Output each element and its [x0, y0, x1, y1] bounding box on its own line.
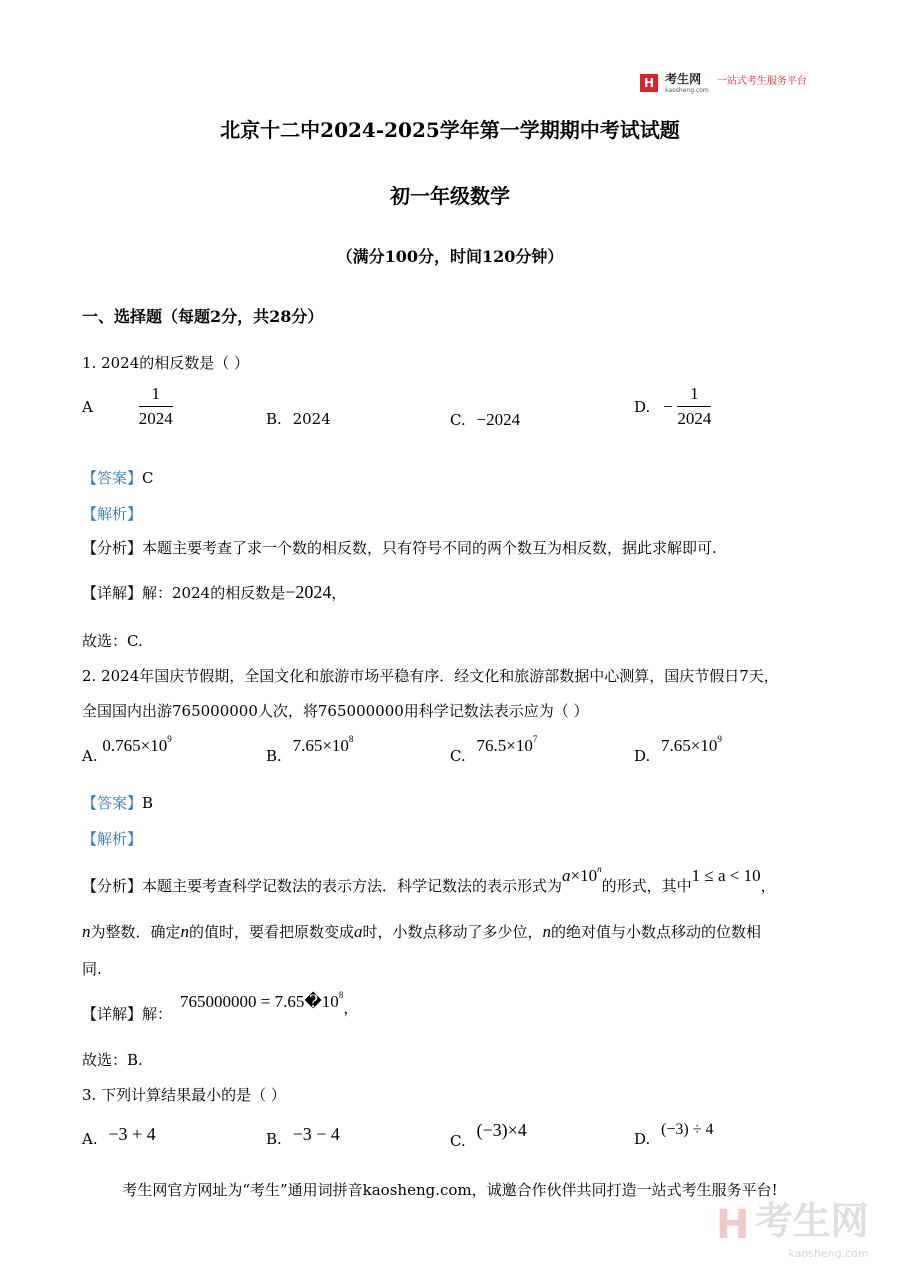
q1-option-d-label: D. [634, 397, 651, 416]
q2-fenxi-line3: 同. [82, 960, 102, 978]
q1-option-c-value: −2024 [476, 410, 521, 429]
site-logo [640, 72, 807, 96]
q1-answer-tag: 【答案】 [82, 469, 143, 487]
q2-fenxi-line2 [82, 921, 761, 942]
watermark [716, 1199, 869, 1260]
q3-option-c-label: C. [450, 1132, 466, 1150]
q2-fenxi-form-a: a [562, 866, 571, 885]
q3-option-b-value: −3 − 4 [292, 1124, 340, 1144]
q2-detail-tag: 【详解】 [82, 1005, 143, 1023]
q1-detail [82, 582, 346, 603]
watermark-domain: kaosheng.com [788, 1247, 869, 1260]
q1-option-c [450, 410, 520, 430]
section-heading: 一、选择题（每题2分，共28分） [82, 307, 324, 326]
q2-option-a-label: A. [82, 747, 98, 765]
q1-stem: 1. 2024的相反数是（ ） [82, 354, 250, 372]
q2-answer-tag: 【答案】 [82, 794, 143, 812]
q2-line2-text-d: 的绝对值与小数点移动的位数相 [551, 923, 762, 941]
q2-option-d [634, 734, 722, 765]
q1-option-a-label: A [82, 397, 93, 416]
q3-option-a [82, 1124, 156, 1148]
q2-option-d-base: 7.65×10 [661, 736, 718, 755]
watermark-text: 考生网 [754, 1199, 869, 1243]
q1-fenxi-text: 本题主要考查了求一个数的相反数，只有符号不同的两个数互为相反数，据此求解即可. [142, 539, 717, 557]
q2-option-c-value [477, 736, 538, 755]
q2-option-b-value [293, 736, 354, 755]
q1-option-a [82, 384, 173, 429]
q1-option-d-sign: − [663, 396, 673, 416]
q2-option-c-base: 76.5×10 [476, 736, 533, 755]
q1-option-b-value: 2024 [292, 410, 331, 428]
q2-detail-expr [180, 992, 343, 1011]
q2-option-b [266, 734, 353, 765]
q1-fenxi-tag: 【分析】 [82, 539, 143, 557]
q2-detail-text: 解： [142, 1005, 173, 1023]
q1-option-d [634, 384, 711, 429]
q3-option-b [266, 1124, 340, 1148]
q1-option-d-denominator: 2024 [677, 409, 712, 428]
page-title: 北京十二中2024-2025学年第一学期期中考试试题 [220, 118, 680, 142]
q2-stem-line2: 全国国内出游765000000人次，将765000000用科学记数法表示应为（ ） [82, 702, 589, 720]
q1-detail-text: 解：2024的相反数是 [142, 584, 286, 602]
q2-answer [82, 792, 153, 813]
q2-line2-n2: n [180, 922, 190, 941]
q2-fenxi-tag: 【分析】 [82, 877, 143, 895]
q2-option-b-label: B. [266, 747, 282, 765]
q1-option-b [266, 410, 331, 428]
q2-option-a-base: 0.765×10 [102, 736, 168, 755]
q2-option-a [82, 734, 172, 765]
q2-detail-end: ， [343, 999, 359, 1017]
q2-fenxi-form-times: ×10 [570, 866, 598, 885]
q2-option-c [450, 734, 537, 765]
page-subtitle: 初一年级数学 [390, 184, 510, 208]
q2-line2-var-a: a [354, 922, 363, 941]
q2-detail-expr-exponent: 8 [338, 990, 344, 1000]
q2-line2-n1: n [82, 922, 91, 941]
q2-fenxi-text-b: 的形式，其中 [601, 877, 692, 895]
q2-fenxi-text-a: 本题主要考查科学记数法的表示方法．科学记数法的表示形式为 [142, 877, 563, 895]
logo-domain: kaosheng.com [665, 87, 709, 94]
watermark-mark-icon: H [716, 1202, 750, 1248]
q2-line2-text-b: 的值时，要看把原数变成 [189, 923, 355, 941]
q1-detail-end: ， [331, 584, 347, 602]
q1-detail-value: −2024 [285, 582, 332, 602]
q1-answer [82, 467, 154, 488]
q3-option-c-value: (−3)×4 [476, 1120, 527, 1140]
q1-fenxi [82, 537, 717, 558]
q3-stem: 3. 下列计算结果最小的是（ ） [82, 1086, 286, 1104]
q1-option-a-fraction [139, 384, 173, 429]
q2-analysis-tag: 【解析】 [82, 830, 143, 848]
q2-answer-value: B [142, 794, 154, 812]
q2-fenxi-range: 1 ≤ a < 10 [691, 866, 761, 885]
logo-name: 考生网 [665, 72, 702, 86]
q3-option-b-label: B. [266, 1130, 282, 1148]
q1-option-b-label: B. [266, 410, 282, 428]
q2-fenxi-form [562, 866, 602, 885]
q2-option-a-exponent: 9 [167, 734, 172, 744]
q3-option-d-value: (−3) ÷ 4 [661, 1121, 714, 1138]
q1-option-c-label: C. [450, 411, 466, 429]
q2-fenxi-text-c: ， [760, 877, 776, 895]
q2-line2-n3: n [542, 922, 552, 941]
q2-option-d-exponent: 9 [717, 734, 722, 744]
q2-option-b-exponent: 8 [348, 734, 354, 744]
score-note: （满分100分，时间120分钟） [336, 247, 564, 266]
q2-option-c-exponent: 7 [532, 734, 538, 744]
q2-detail-expr-base: 765000000 = 7.65�10 [180, 992, 339, 1011]
q2-stem-line1: 2. 2024年国庆节假期，全国文化和旅游市场平稳有序．经文化和旅游部数据中心测算，国庆节假日7天， [82, 667, 779, 685]
q2-line2-text-a: 为整数．确定 [90, 923, 181, 941]
q2-option-a-value [102, 736, 171, 755]
q3-option-a-value: −3 + 4 [108, 1124, 156, 1144]
logo-slogan: 一站式考生服务平台 [716, 76, 807, 87]
q2-fenxi-form-n: n [597, 864, 602, 874]
q1-conclusion: 故选：C. [82, 632, 143, 650]
q1-option-a-denominator: 2024 [138, 409, 173, 428]
q1-option-d-fraction [677, 384, 711, 429]
q2-option-b-base: 7.65×10 [292, 736, 349, 755]
logo-mark-icon: H [640, 74, 658, 92]
q2-option-c-label: C. [450, 747, 466, 765]
q3-option-c [450, 1120, 527, 1150]
q3-option-a-label: A. [82, 1130, 98, 1148]
q2-option-d-value [661, 736, 722, 755]
page-footer: 考生网官方网址为“考生”通用词拼音kaosheng.com，诚邀合作伙伴共同打造一站式考生服务平台! [122, 1181, 778, 1199]
q1-answer-value: C [142, 469, 154, 487]
q2-detail [82, 990, 358, 1024]
q2-conclusion: 故选：B. [82, 1051, 143, 1069]
q3-option-d [634, 1120, 714, 1148]
q1-option-a-numerator: 1 [139, 384, 173, 407]
q1-detail-tag: 【详解】 [82, 584, 143, 602]
q2-fenxi-line1 [82, 864, 776, 896]
q2-option-d-label: D. [634, 747, 651, 765]
q1-option-d-numerator: 1 [677, 384, 711, 407]
q2-line2-text-c: 时，小数点移动了多少位， [362, 923, 543, 941]
q1-analysis-tag: 【解析】 [82, 505, 143, 523]
q3-option-d-label: D. [634, 1130, 651, 1148]
